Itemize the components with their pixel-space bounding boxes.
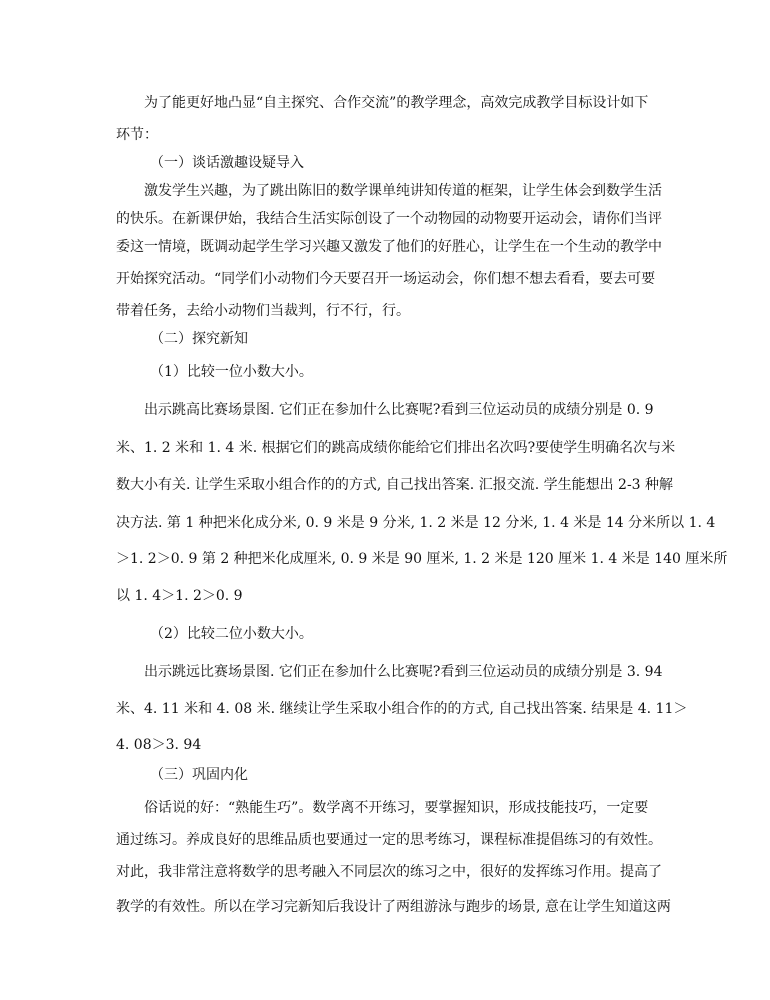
paragraph-2-line-1: 出示跳高比赛场景图. 它们正在参加什么比赛呢?看到三位运动员的成绩分别是 0. 9 — [144, 402, 654, 418]
paragraph-1-line-4: 开始探究活动。“同学们小动物们今天要召开一场运动会，你们想不想去看看，要去可要 — [116, 271, 656, 287]
paragraph-3-line-1: 出示跳远比赛场景图. 它们正在参加什么比赛呢?看到三位运动员的成绩分别是 3. 94 — [144, 664, 663, 680]
subsection-heading-2: （2）比较二位小数大小。 — [150, 626, 313, 642]
paragraph-2-line-2: 米、1. 2 米和 1. 4 米. 根据它们的跳高成绩你能给它们排出名次吗?要使学生明确名次与米 — [116, 440, 676, 456]
paragraph-1-line-3: 委这一情境，既调动起学生学习兴趣又激发了他们的好胜心，让学生在一个生动的教学中 — [116, 239, 662, 255]
section-heading-1: （一）谈话激趣设疑导入 — [150, 155, 304, 171]
paragraph-intro-line-1: 为了能更好地凸显“自主探究、合作交流”的教学理念，高效完成教学目标设计如下 — [144, 95, 649, 111]
paragraph-2-line-6: 以 1. 4＞1. 2＞0. 9 — [116, 588, 243, 604]
paragraph-4-line-1: 俗话说的好：“熟能生巧”。数学离不开练习，要掌握知识，形成技能技巧，一定要 — [144, 800, 649, 816]
paragraph-1-line-2: 的快乐。在新课伊始，我结合生活实际创设了一个动物园的动物要开运动会，请你们当评 — [116, 211, 662, 227]
paragraph-2-line-5: ＞1. 2＞0. 9 第 2 种把米化成厘米, 0. 9 米是 90 厘米, 1. 2 米是 120 厘米 1. 4 米是 140 厘米所 — [116, 551, 728, 567]
paragraph-3-line-3: 4. 08＞3. 94 — [116, 737, 202, 753]
paragraph-4-line-2: 通过练习。养成良好的思维品质也要通过一定的思考练习，课程标准提倡练习的有效性。 — [116, 832, 662, 848]
paragraph-intro-line-2: 环节： — [116, 127, 158, 143]
paragraph-1-line-1: 激发学生兴趣，为了跳出陈旧的数学课单纯讲知传道的框架，让学生体会到数学生活 — [144, 183, 662, 199]
paragraph-4-line-3: 对此，我非常注意将数学的思考融入不同层次的练习之中，很好的发挥练习作用。提高了 — [116, 864, 662, 880]
paragraph-1-line-5: 带着任务，去给小动物们当裁判，行不行，行。 — [116, 303, 410, 319]
paragraph-2-line-3: 数大小有关. 让学生采取小组合作的的方式, 自己找出答案. 汇报交流. 学生能想出 2-3 种解 — [116, 477, 674, 493]
paragraph-3-line-2: 米、4. 11 米和 4. 08 米. 继续让学生采取小组合作的的方式, 自己找出答案. 结果是 4. 11＞ — [116, 701, 688, 717]
subsection-heading-1: （1）比较一位小数大小。 — [150, 364, 313, 380]
paragraph-2-line-4: 决方法. 第 1 种把米化成分米, 0. 9 米是 9 分米, 1. 2 米是 12 分米, 1. 4 米是 14 分米所以 1. 4 — [116, 515, 716, 531]
paragraph-4-line-4: 教学的有效性。所以在学习完新知后我设计了两组游泳与跑步的场景, 意在让学生知道这两 — [116, 899, 671, 915]
section-heading-2: （二）探究新知 — [150, 331, 248, 347]
section-heading-3: （三）巩固内化 — [150, 767, 248, 783]
